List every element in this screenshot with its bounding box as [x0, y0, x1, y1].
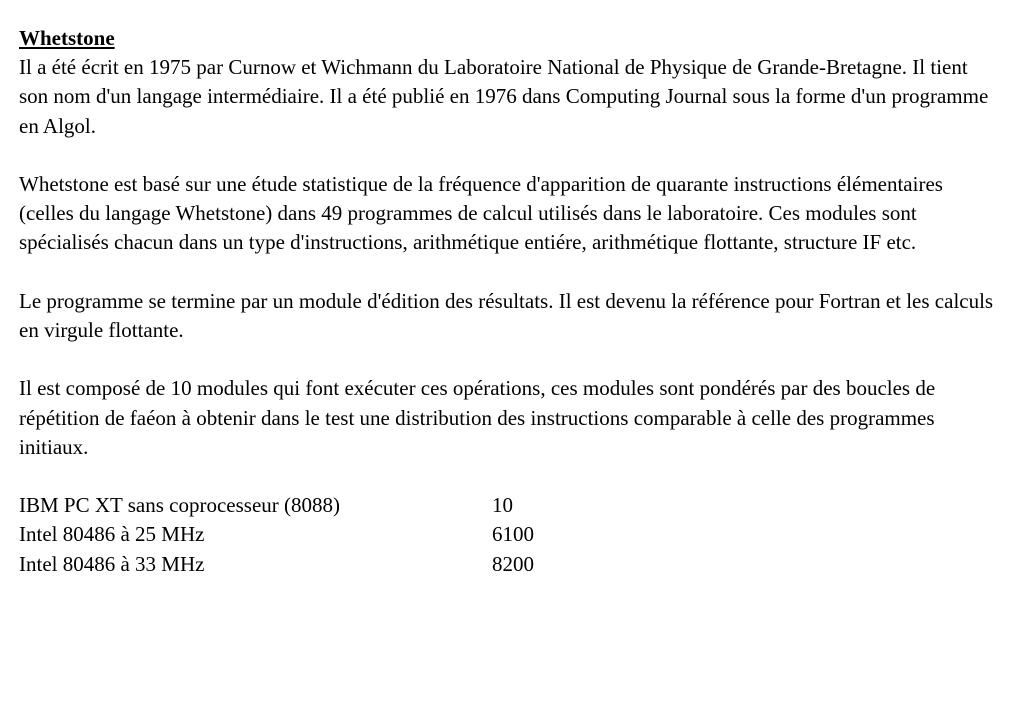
- benchmark-machine: Intel 80486 à 25 MHz: [19, 522, 205, 547]
- paragraph-spacer: [19, 258, 994, 287]
- benchmark-table: [19, 491, 994, 579]
- paragraph-spacer: [19, 462, 994, 491]
- paragraph-reference: Le programme se termine par un module d'édition des résultats. Il est devenu la référence pour Fortran et les calculs en virgule flottante.: [19, 288, 994, 342]
- document-body: [19, 24, 994, 579]
- benchmark-row: [19, 520, 994, 549]
- benchmark-score: 10: [492, 493, 513, 518]
- benchmark-row: [19, 550, 994, 579]
- paragraph-spacer: [19, 141, 994, 170]
- paragraph-spacer: [19, 345, 994, 374]
- benchmark-score: 6100: [492, 522, 534, 547]
- benchmark-row: [19, 491, 994, 520]
- benchmark-machine: Intel 80486 à 33 MHz: [19, 551, 205, 576]
- paragraph-methodology: Whetstone est basé sur une étude statistique de la fréquence d'apparition de quarante instructions élémentaires (celles du langage Whetstone) dans 49 programmes de calcul utilisés dans le laboratoire. Ces modules sont spécialisés chacun dans un type d'instructions, arithmétique entiére, arithmétique flottante, structure IF etc.: [19, 172, 943, 255]
- benchmark-score: 8200: [492, 551, 534, 576]
- benchmark-machine: IBM PC XT sans coprocesseur (8088): [19, 493, 340, 518]
- paragraph-modules: Il est composé de 10 modules qui font exécuter ces opérations, ces modules sont pondérés par des boucles de répétition de faéon à obtenir dans le test une distribution des instructions comparable à celle des programmes initiaux.: [19, 376, 936, 459]
- paragraph-history: Il a été écrit en 1975 par Curnow et Wichmann du Laboratoire National de Physique de Grande-Bretagne. Il tient son nom d'un langage intermédiaire. Il a été publié en 1976 dans Computing Journal sous la forme d'un programme en Algol.: [19, 55, 989, 138]
- document-title: Whetstone: [19, 26, 115, 50]
